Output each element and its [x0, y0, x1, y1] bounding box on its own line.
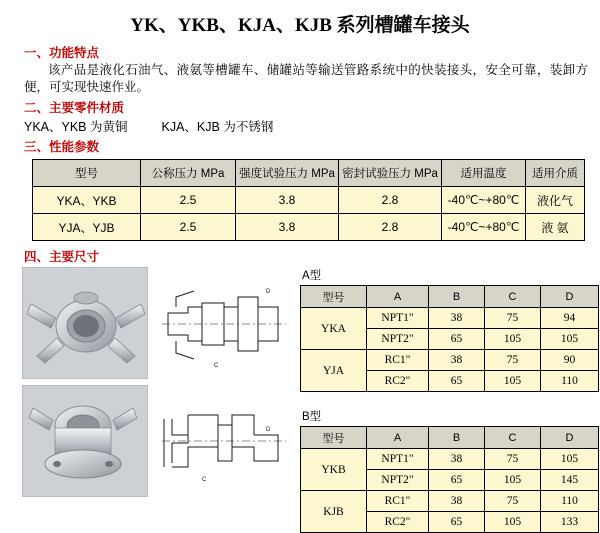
- dim-cell: 105: [541, 449, 599, 470]
- dim-cell: 105: [485, 470, 541, 491]
- table-row: [301, 308, 599, 329]
- perf-cell: YKA、YKB: [33, 187, 141, 214]
- dim-table-label-b: B型: [302, 411, 322, 423]
- dim-cell: NPT2": [367, 329, 429, 350]
- performance-table: [32, 159, 585, 241]
- material-b: KJA、KJB 为不锈钢: [161, 120, 274, 134]
- svg-text:D: D: [266, 427, 271, 433]
- table-row: [33, 214, 585, 241]
- dim-cell: 75: [485, 491, 541, 512]
- dim-cell: 110: [541, 371, 599, 392]
- dim-cell: 145: [541, 470, 599, 491]
- table-row: [33, 187, 585, 214]
- dim-cell: 75: [485, 350, 541, 371]
- dim-cell: 133: [541, 512, 599, 533]
- dim-cell: 105: [485, 512, 541, 533]
- drawing-a-graphic: [154, 267, 294, 379]
- dim-header-cell: A: [367, 286, 429, 308]
- dim-cell: 65: [429, 329, 485, 350]
- dim-cell: 38: [429, 350, 485, 371]
- dim-cell: 38: [429, 308, 485, 329]
- dim-cell: RC1": [367, 350, 429, 371]
- product-drawing-b: [154, 385, 294, 497]
- product-row-b: [22, 385, 294, 497]
- page-title: YK、YKB、KJA、KJB 系列槽罐车接头: [130, 15, 470, 36]
- dim-cell: RC1": [367, 491, 429, 512]
- table-header-row: [301, 427, 599, 449]
- section-heading-performance: 三、性能参数: [24, 140, 100, 154]
- product-photo-b: [22, 385, 148, 497]
- table-header-row: [33, 160, 585, 187]
- dim-cell: 105: [541, 329, 599, 350]
- table-spacer: [300, 392, 600, 408]
- dim-cell: 65: [429, 512, 485, 533]
- dim-cell: NPT1": [367, 308, 429, 329]
- dim-cell: 65: [429, 371, 485, 392]
- dim-model-cell: YJA: [301, 350, 367, 392]
- dim-cell: 94: [541, 308, 599, 329]
- product-photo-a: [22, 267, 148, 379]
- dim-cell: 90: [541, 350, 599, 371]
- table-row: [301, 449, 599, 470]
- perf-header-cell: 公称压力 MPa: [141, 160, 236, 187]
- table-row: [301, 350, 599, 371]
- dimensions-table-b: [300, 426, 599, 533]
- perf-cell: 液化气: [526, 187, 585, 214]
- dim-cell: RC2": [367, 371, 429, 392]
- dim-header-cell: D: [541, 427, 599, 449]
- perf-cell: -40℃~+80℃: [442, 187, 526, 214]
- table-header-row: [301, 286, 599, 308]
- dim-cell: NPT1": [367, 449, 429, 470]
- dimensions-area: [10, 267, 590, 528]
- product-drawing-a: [154, 267, 294, 379]
- dim-header-cell: B: [429, 427, 485, 449]
- perf-cell: 2.8: [339, 214, 442, 241]
- dim-model-cell: YKB: [301, 449, 367, 491]
- perf-cell: 2.5: [141, 214, 236, 241]
- product-row-a: [22, 267, 294, 379]
- svg-text:C: C: [202, 477, 207, 483]
- dim-cell: RC2": [367, 512, 429, 533]
- dim-cell: NPT2": [367, 470, 429, 491]
- dim-header-cell: 型号: [301, 427, 367, 449]
- perf-cell: YJA、YJB: [33, 214, 141, 241]
- dimensions-table-a: [300, 285, 599, 392]
- perf-cell: 3.8: [236, 187, 339, 214]
- table-row: [301, 491, 599, 512]
- dim-cell: 105: [485, 371, 541, 392]
- features-text: 该产品是液化石油气、液氨等槽罐车、储罐站等输送管路系统中的快装接头，安全可靠，装卸方便，可实现快速作业。: [24, 63, 588, 94]
- perf-cell: -40℃~+80℃: [442, 214, 526, 241]
- dim-cell: 110: [541, 491, 599, 512]
- dim-header-cell: D: [541, 286, 599, 308]
- perf-header-cell: 密封试验压力 MPa: [339, 160, 442, 187]
- dim-cell: 38: [429, 449, 485, 470]
- perf-cell: 液 氨: [526, 214, 585, 241]
- section-heading-materials: 二、主要零件材质: [24, 101, 125, 115]
- svg-text:D: D: [266, 289, 271, 295]
- perf-cell: 3.8: [236, 214, 339, 241]
- perf-cell: 2.5: [141, 187, 236, 214]
- perf-header-cell: 适用温度: [442, 160, 526, 187]
- dim-cell: 65: [429, 470, 485, 491]
- dim-model-cell: KJB: [301, 491, 367, 533]
- materials-line: [24, 117, 590, 135]
- dim-cell: 38: [429, 491, 485, 512]
- photo-b-graphic: [23, 386, 148, 497]
- spec-column: [300, 267, 600, 533]
- dim-header-cell: 型号: [301, 286, 367, 308]
- photo-a-graphic: [23, 268, 148, 379]
- dim-header-cell: B: [429, 286, 485, 308]
- perf-header-cell: 强度试验压力 MPa: [236, 160, 339, 187]
- section-heading-dimensions: 四、主要尺寸: [24, 250, 100, 264]
- section-heading-features: 一、功能特点: [24, 46, 100, 60]
- dim-cell: 105: [485, 329, 541, 350]
- svg-text:C: C: [214, 363, 219, 369]
- perf-header-cell: 适用介质: [526, 160, 585, 187]
- image-column: [22, 267, 294, 503]
- dim-header-cell: C: [485, 286, 541, 308]
- dim-table-label-a: A型: [302, 270, 322, 282]
- perf-header-cell: 型号: [33, 160, 141, 187]
- material-a: YKA、YKB 为黄铜: [24, 120, 128, 134]
- perf-cell: 2.8: [339, 187, 442, 214]
- dim-cell: 75: [485, 449, 541, 470]
- dim-model-cell: YKA: [301, 308, 367, 350]
- dim-header-cell: A: [367, 427, 429, 449]
- dim-cell: 75: [485, 308, 541, 329]
- drawing-b-graphic: [154, 385, 294, 497]
- dim-header-cell: C: [485, 427, 541, 449]
